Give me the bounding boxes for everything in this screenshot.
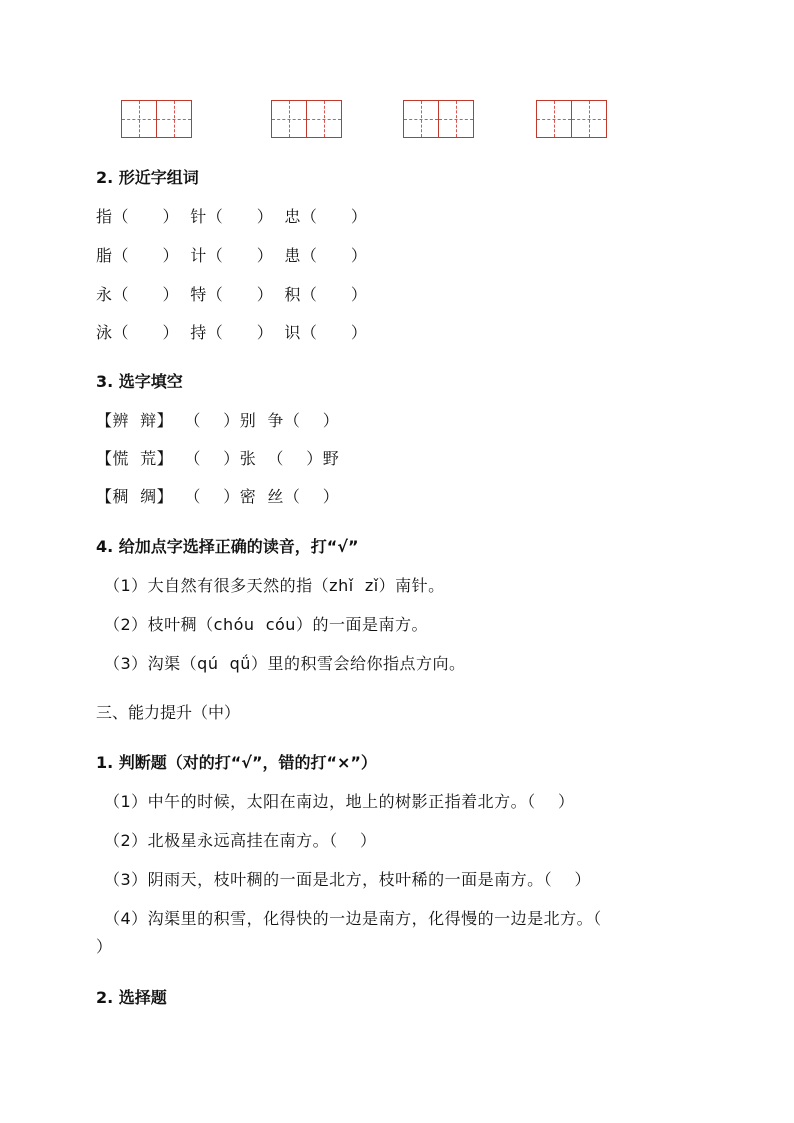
section4-heading: 4. 给加点字选择正确的读音，打“√”: [96, 537, 359, 556]
part3-heading: 三、能力提升（中）: [96, 703, 241, 722]
grid-cell: [306, 100, 342, 138]
grid-cell: [271, 100, 307, 138]
grid-cell: [156, 100, 192, 138]
word-row-3: 永（ ） 特（ ） 积（ ）: [96, 285, 368, 304]
section2-heading: 2. 形近字组词: [96, 168, 199, 187]
word-row-1: 指（ ） 针（ ） 忠（ ）: [96, 207, 368, 226]
judge-heading: 1. 判断题（对的打“√”，错的打“×”）: [96, 753, 377, 772]
grid-cell: [571, 100, 607, 138]
grid-cell: [403, 100, 439, 138]
grid-cell: [536, 100, 572, 138]
fill-row-1: 【辨 辩】 （ ）别 争（ ）: [96, 411, 340, 430]
judge-item-4-continued: ）: [96, 937, 113, 956]
pinyin-item-3: （3）沟渠（qú qǘ）里的积雪会给你指点方向。: [104, 654, 466, 673]
judge-item-2: （2）北极星永远高挂在南方。（ ）: [104, 831, 377, 850]
word-row-2: 脂（ ） 计（ ） 患（ ）: [96, 246, 368, 265]
judge-item-4: （4）沟渠里的积雪，化得快的一边是南方，化得慢的一边是北方。（: [104, 909, 602, 928]
writing-grid-3: [403, 100, 474, 138]
judge-item-1: （1）中午的时候，太阳在南边，地上的树影正指着北方。（ ）: [104, 792, 575, 811]
writing-grid-4: [536, 100, 607, 138]
grid-cell: [438, 100, 474, 138]
pinyin-item-1: （1）大自然有很多天然的指（zhǐ zǐ）南针。: [104, 576, 445, 595]
fill-row-3: 【稠 绸】 （ ）密 丝（ ）: [96, 487, 340, 506]
choice-heading: 2. 选择题: [96, 988, 167, 1007]
grid-cell: [121, 100, 157, 138]
word-row-4: 泳（ ） 持（ ） 识（ ）: [96, 323, 368, 342]
pinyin-item-2: （2）枝叶稠（chóu cóu）的一面是南方。: [104, 615, 428, 634]
writing-grid-1: [121, 100, 192, 138]
section3-heading: 3. 选字填空: [96, 372, 183, 391]
fill-row-2: 【慌 荒】 （ ）张 （ ）野: [96, 449, 340, 468]
writing-grid-2: [271, 100, 342, 138]
judge-item-3: （3）阴雨天，枝叶稠的一面是北方，枝叶稀的一面是南方。（ ）: [104, 870, 592, 889]
